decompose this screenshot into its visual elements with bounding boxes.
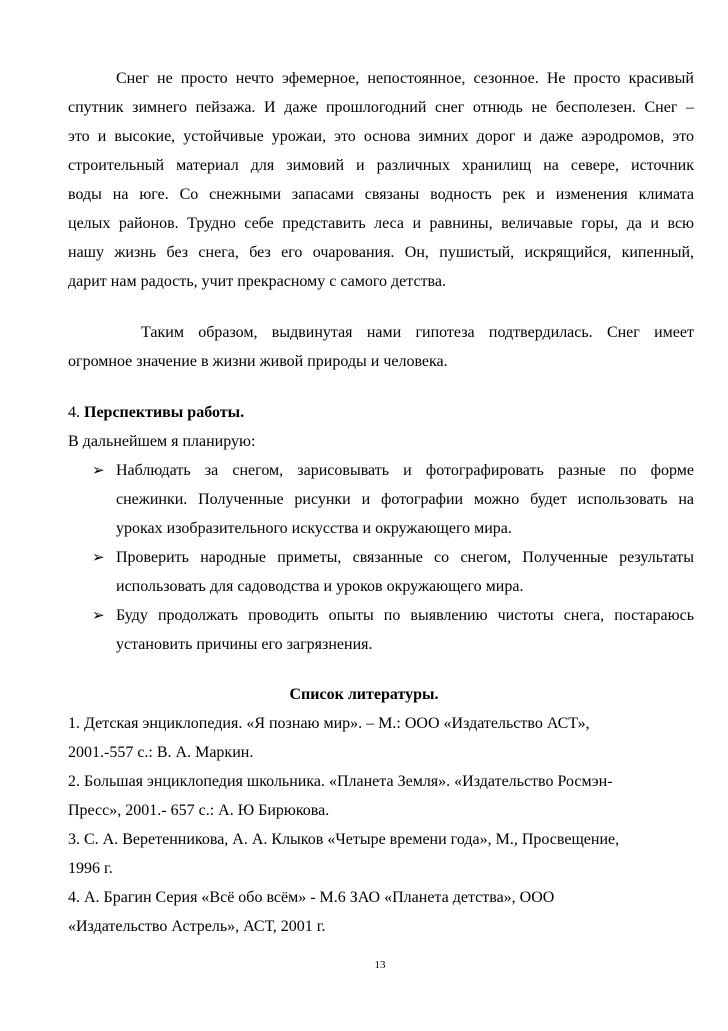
list-item-line: Буду продолжать проводить опыты по выявлению чистоты снега, постараюсь [116, 607, 694, 624]
paragraph-line: дарит нам радость, учит прекрасному с самого детства. [68, 273, 446, 290]
paragraph-line: Снег не просто нечто эфемерное, непостоянное, сезонное. Не просто красивый [116, 70, 694, 87]
reference-line: 1996 г. [68, 860, 113, 877]
reference-line: Пресс», 2001.- 657 с.: А. Ю Бирюкова. [68, 802, 330, 819]
reference-line: 4. А. Брагин Серия «Всё обо всём» - М.6 ЗАО «Планета детства», ООО [68, 889, 555, 906]
list-item-line: уроках изобразительного искусства и окружающего мира. [116, 520, 512, 537]
list-item-line: Наблюдать за снегом, зарисовывать и фотографировать разные по форме [116, 462, 694, 479]
paragraph-line: это и высокие, устойчивые урожаи, это основа зимних дорог и даже аэродромов, это [68, 128, 694, 145]
paragraph-line: нашу жизнь без снега, без его очарования. Он, пушистый, искрящийся, кипенный, [68, 244, 694, 261]
reference-line: «Издательство Астрель», АСТ, 2001 г. [68, 918, 326, 935]
paragraph-line: воды на юге. Со снежными запасами связаны водность рек и изменения климата [68, 186, 694, 203]
section-title: Перспективы работы. [84, 404, 245, 421]
paragraph-line: целых районов. Трудно себе представить леса и равнины, величавые горы, да и всю [68, 215, 694, 232]
list-item-line: снежинки. Полученные рисунки и фотографии можно будет использовать на [116, 491, 694, 508]
list-item-line: использовать для садоводства и уроков окружающего мира. [116, 578, 524, 595]
arrow-bullet-icon: ➢ [92, 550, 105, 566]
arrow-bullet-icon: ➢ [92, 463, 105, 479]
references-title: Список литературы. [289, 686, 439, 703]
reference-line: 2. Большая энциклопедия школьника. «Планета Земля». «Издательство Росмэн- [68, 773, 613, 790]
reference-line: 3. С. А. Веретенникова, А. А. Клыков «Четыре времени года», М., Просвещение, [68, 831, 620, 848]
paragraph-line: огромное значение в жизни живой природы и человека. [68, 353, 448, 370]
paragraph-line: Таким образом, выдвинутая нами гипотеза подтвердилась. Снег имеет [141, 324, 694, 341]
page-number: 13 [374, 959, 386, 971]
section-intro: В дальнейшем я планирую: [68, 433, 256, 450]
paragraph-line: спутник зимнего пейзажа. И даже прошлогодний снег отнюдь не бесполезен. Снег – [68, 99, 694, 116]
reference-line: 1. Детская энциклопедия. «Я познаю мир». – М.: ООО «Издательство АСТ», [68, 715, 590, 732]
list-item-line: установить причины его загрязнения. [116, 636, 373, 653]
arrow-bullet-icon: ➢ [92, 608, 105, 624]
section-heading [68, 402, 244, 424]
paragraph-line: строительный материал для зимовий и различных хранилищ на севере, источник [68, 157, 694, 174]
section-number: 4. [68, 404, 80, 421]
list-item-line: Проверить народные приметы, связанные со снегом, Полученные результаты [116, 549, 694, 566]
reference-line: 2001.-557 с.: В. А. Маркин. [68, 744, 254, 761]
